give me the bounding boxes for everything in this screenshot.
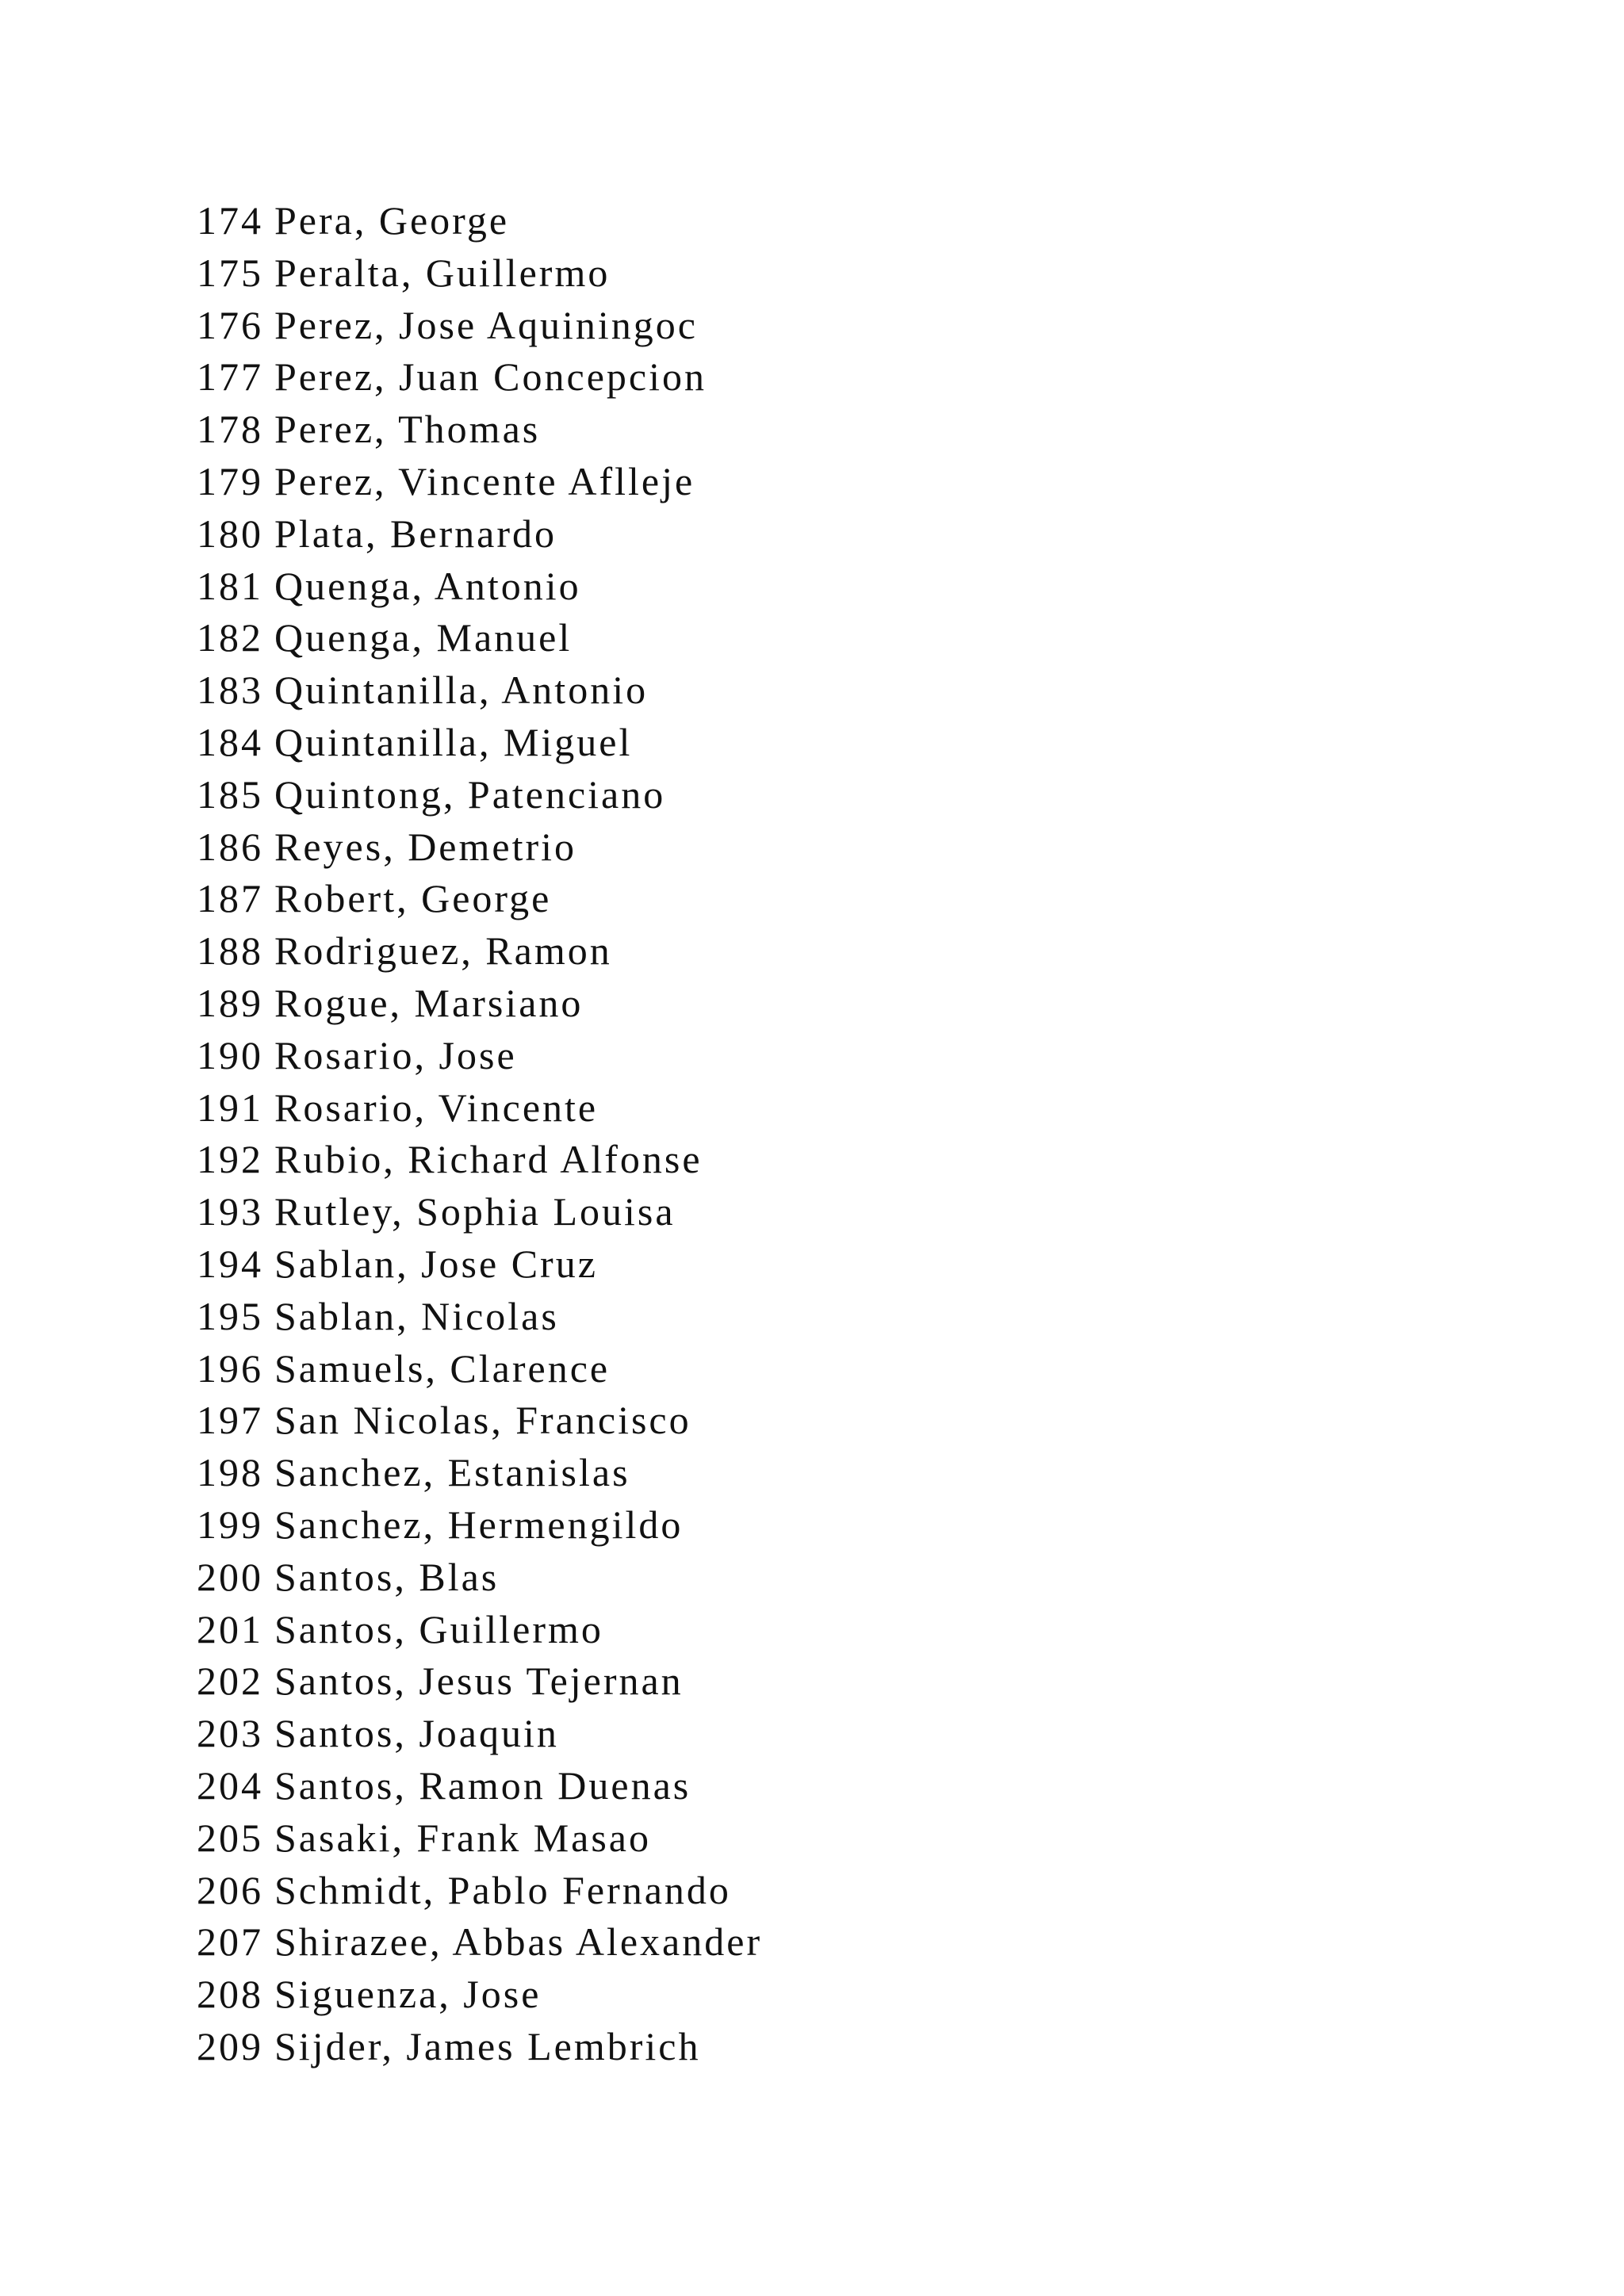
entry-number: 182 xyxy=(197,615,263,660)
entry-name: Rodriguez, Ramon xyxy=(274,928,612,974)
entry-name: Santos, Guillermo xyxy=(274,1606,603,1651)
list-item xyxy=(197,1395,762,1447)
entry-name: Perez, Thomas xyxy=(274,407,541,452)
entry-name: Perez, Juan Concepcion xyxy=(274,354,707,400)
list-item xyxy=(197,1499,762,1552)
list-item xyxy=(197,1134,762,1186)
list-item xyxy=(197,300,762,352)
list-item xyxy=(197,873,762,925)
entry-number: 194 xyxy=(197,1241,263,1286)
entry-name: Quenga, Antonio xyxy=(274,563,581,608)
entry-name: Rutley, Sophia Louisa xyxy=(274,1189,676,1234)
entry-name: Rogue, Marsiano xyxy=(274,980,584,1025)
list-item xyxy=(197,351,762,404)
entry-number: 180 xyxy=(197,511,263,556)
entry-number: 208 xyxy=(197,1972,263,2017)
entry-number: 195 xyxy=(197,1293,263,1338)
entry-name: Sablan, Jose Cruz xyxy=(274,1241,598,1286)
list-item xyxy=(197,978,762,1030)
list-item xyxy=(197,717,762,769)
entry-name: Siguenza, Jose xyxy=(274,1972,542,2017)
entry-number: 206 xyxy=(197,1867,263,1912)
entry-name: Rosario, Vincente xyxy=(274,1085,599,1130)
entry-name: Robert, George xyxy=(274,876,552,921)
list-item xyxy=(197,1812,762,1865)
list-item xyxy=(197,612,762,664)
list-item xyxy=(197,1865,762,1917)
entry-number: 190 xyxy=(197,1032,263,1077)
entry-name: Quenga, Manuel xyxy=(274,615,573,660)
list-item xyxy=(197,1552,762,1604)
entry-number: 187 xyxy=(197,876,263,921)
entry-name: Samuels, Clarence xyxy=(274,1345,611,1391)
entry-number: 204 xyxy=(197,1762,263,1808)
list-item xyxy=(197,925,762,978)
list-item xyxy=(197,1604,762,1656)
list-item xyxy=(197,247,762,300)
entry-number: 183 xyxy=(197,668,263,713)
list-item xyxy=(197,1238,762,1291)
entry-name: Santos, Jesus Tejernan xyxy=(274,1659,684,1704)
list-item xyxy=(197,1708,762,1760)
name-list xyxy=(197,195,762,2073)
entry-number: 179 xyxy=(197,458,263,503)
list-item xyxy=(197,508,762,561)
entry-number: 177 xyxy=(197,354,263,400)
entry-name: Pera, George xyxy=(274,198,510,243)
entry-name: San Nicolas, Francisco xyxy=(274,1398,691,1443)
entry-name: Peralta, Guillermo xyxy=(274,250,611,295)
entry-name: Sanchez, Estanislas xyxy=(274,1450,630,1495)
entry-name: Sasaki, Frank Masao xyxy=(274,1815,651,1860)
entry-name: Plata, Bernardo xyxy=(274,511,557,556)
list-item xyxy=(197,1030,762,1082)
entry-number: 196 xyxy=(197,1345,263,1391)
entry-number: 201 xyxy=(197,1606,263,1651)
entry-name: Shirazee, Abbas Alexander xyxy=(274,1919,763,1965)
list-item xyxy=(197,1082,762,1135)
list-item xyxy=(197,1343,762,1395)
list-item xyxy=(197,1447,762,1499)
entry-name: Sijder, James Lembrich xyxy=(274,2023,701,2068)
entry-number: 209 xyxy=(197,2023,263,2068)
entry-number: 198 xyxy=(197,1450,263,1495)
entry-name: Schmidt, Pablo Fernando xyxy=(274,1867,731,1912)
entry-number: 184 xyxy=(197,719,263,764)
entry-name: Sanchez, Hermengildo xyxy=(274,1502,684,1547)
entry-name: Santos, Ramon Duenas xyxy=(274,1762,691,1808)
entry-number: 175 xyxy=(197,250,263,295)
entry-number: 189 xyxy=(197,980,263,1025)
list-item xyxy=(197,1655,762,1708)
list-item xyxy=(197,1916,762,1969)
entry-name: Rubio, Richard Alfonse xyxy=(274,1137,703,1182)
entry-number: 203 xyxy=(197,1711,263,1756)
entry-number: 188 xyxy=(197,928,263,974)
entry-number: 185 xyxy=(197,771,263,817)
entry-number: 178 xyxy=(197,407,263,452)
entry-name: Quintanilla, Miguel xyxy=(274,719,633,764)
entry-number: 205 xyxy=(197,1815,263,1860)
entry-name: Rosario, Jose xyxy=(274,1032,517,1077)
list-item xyxy=(197,1291,762,1343)
list-item xyxy=(197,1969,762,2021)
entry-number: 191 xyxy=(197,1085,263,1130)
list-item xyxy=(197,195,762,247)
entry-number: 202 xyxy=(197,1659,263,1704)
entry-number: 186 xyxy=(197,824,263,869)
list-item xyxy=(197,561,762,613)
entry-name: Quintong, Patenciano xyxy=(274,771,666,817)
entry-name: Quintanilla, Antonio xyxy=(274,668,649,713)
entry-name: Santos, Blas xyxy=(274,1554,500,1599)
list-item xyxy=(197,769,762,821)
list-item xyxy=(197,821,762,874)
entry-number: 181 xyxy=(197,563,263,608)
entry-number: 199 xyxy=(197,1502,263,1547)
entry-number: 193 xyxy=(197,1189,263,1234)
entry-number: 200 xyxy=(197,1554,263,1599)
list-item xyxy=(197,1186,762,1238)
list-item xyxy=(197,404,762,456)
entry-number: 176 xyxy=(197,302,263,347)
entry-number: 207 xyxy=(197,1919,263,1965)
entry-name: Sablan, Nicolas xyxy=(274,1293,559,1338)
entry-number: 174 xyxy=(197,198,263,243)
entry-name: Perez, Jose Aquiningoc xyxy=(274,302,698,347)
list-item xyxy=(197,664,762,717)
list-item xyxy=(197,2021,762,2073)
entry-name: Reyes, Demetrio xyxy=(274,824,577,869)
list-item xyxy=(197,456,762,508)
entry-number: 197 xyxy=(197,1398,263,1443)
list-item xyxy=(197,1760,762,1812)
entry-name: Santos, Joaquin xyxy=(274,1711,559,1756)
entry-name: Perez, Vincente Aflleje xyxy=(274,458,695,503)
entry-number: 192 xyxy=(197,1137,263,1182)
